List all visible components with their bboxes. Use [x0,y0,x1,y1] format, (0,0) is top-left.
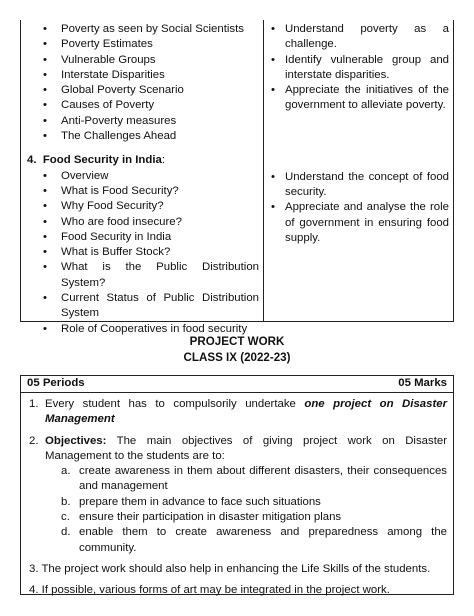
bullet-icon: • [43,200,47,213]
objectives-column [269,22,449,246]
bullet-icon: • [271,201,275,214]
bullet-icon: • [43,130,47,143]
list-item: • Identify vulnerable group and interstate disparities. [271,53,449,81]
list-item: • Global Poverty Scenario [27,83,259,98]
bullet-icon: • [43,53,47,66]
list-item: • Appreciate the initiatives of the government to alleviate poverty. [271,84,449,112]
project-table-header [21,376,453,393]
list-item: c. ensure their participation in disaster mitigation plans [61,511,342,524]
bullet-icon: • [43,261,47,274]
bullet-icon: • [43,292,47,305]
bullet-icon: • [43,322,47,335]
paragraph-3: 3. The project work should also help in enhancing the Life Skills of the students. [29,562,431,575]
paragraph-1: 1. Every student has to compulsorily undertake one project on Disaster Management [29,398,448,426]
bullet-icon: • [43,184,47,197]
bullet-icon: • [43,230,47,243]
list-item: • Role of Cooperatives in food security [27,322,259,337]
bullet-icon: • [271,84,275,97]
list-item: • Anti-Poverty measures [27,114,259,129]
list-item: • Poverty Estimates [27,37,259,52]
bullet-icon: • [43,84,47,97]
periods-label: 05 Periods [27,377,85,389]
column-divider [263,20,264,321]
list-item: • Poverty as seen by Social Scientists [27,22,259,37]
list-item: • Current Status of Public Distribution System [43,292,259,320]
bullet-icon: • [43,99,47,112]
list-item: • Food Security in India [27,230,259,245]
list-item: • Who are food insecure? [27,215,259,230]
list-item: • Understand poverty as a challenge. [271,23,449,51]
list-item: b. prepare them in advance to face such situations [61,495,321,508]
poverty-objective-list [269,22,449,114]
paragraph-2: 2. Objectives: The main objectives of giving project work on Disaster Management to the students are to: a. create awareness in them about different disasters, their consequences and management b. prepare them in advance to face such situations c. ensure their participation in disaster mitigation plans d. enable them to create awareness and preparedness among the community. [27,434,447,556]
marks-label: 05 Marks [398,377,447,389]
list-item: d. enable them to create awareness and preparedness among the community. [61,526,447,554]
bullet-icon: • [43,215,47,228]
list-item: • Causes of Poverty [27,98,259,113]
list-item: • What is Food Security? [27,184,259,199]
list-item: • Interstate Disparities [27,68,259,83]
food-objective-list [269,170,449,246]
paragraph-4: 4. If possible, various forms of art may be integrated in the project work. [29,584,390,597]
list-item: • Appreciate and analyse the role of government in ensuring food supply. [271,201,449,244]
food-topic-list [27,169,259,337]
bullet-icon: • [43,114,47,127]
bullet-icon: • [271,53,275,66]
list-item: • Understand the concept of food security. [271,170,449,199]
list-item: • What is the Public Distribution System? [43,261,259,289]
list-item: • Why Food Security? [27,199,259,214]
bullet-icon: • [43,23,47,35]
project-table-body [21,393,453,599]
list-item: • Vulnerable Groups [27,53,259,68]
syllabus-table [20,20,454,335]
list-item: • The Challenges Ahead [27,129,259,144]
list-item: a. create awareness in them about different disasters, their consequences and management [61,465,447,493]
bullet-icon: • [43,38,47,51]
list-item: • What is Buffer Stock? [27,245,259,260]
project-table [20,375,454,595]
topics-column [27,22,259,337]
bullet-icon: • [271,170,275,183]
class-subtitle: CLASS IX (2022-23) [183,351,291,364]
bullet-icon: • [43,68,47,81]
objectives-list [27,464,447,556]
poverty-topic-list [27,22,259,144]
bullet-icon: • [43,246,47,259]
bullet-icon: • [43,169,47,182]
food-security-heading: 4. Food Security in India: [27,154,165,167]
list-item: • Overview [27,169,259,184]
project-work-title: PROJECT WORK [189,335,285,348]
bullet-icon: • [271,23,275,35]
